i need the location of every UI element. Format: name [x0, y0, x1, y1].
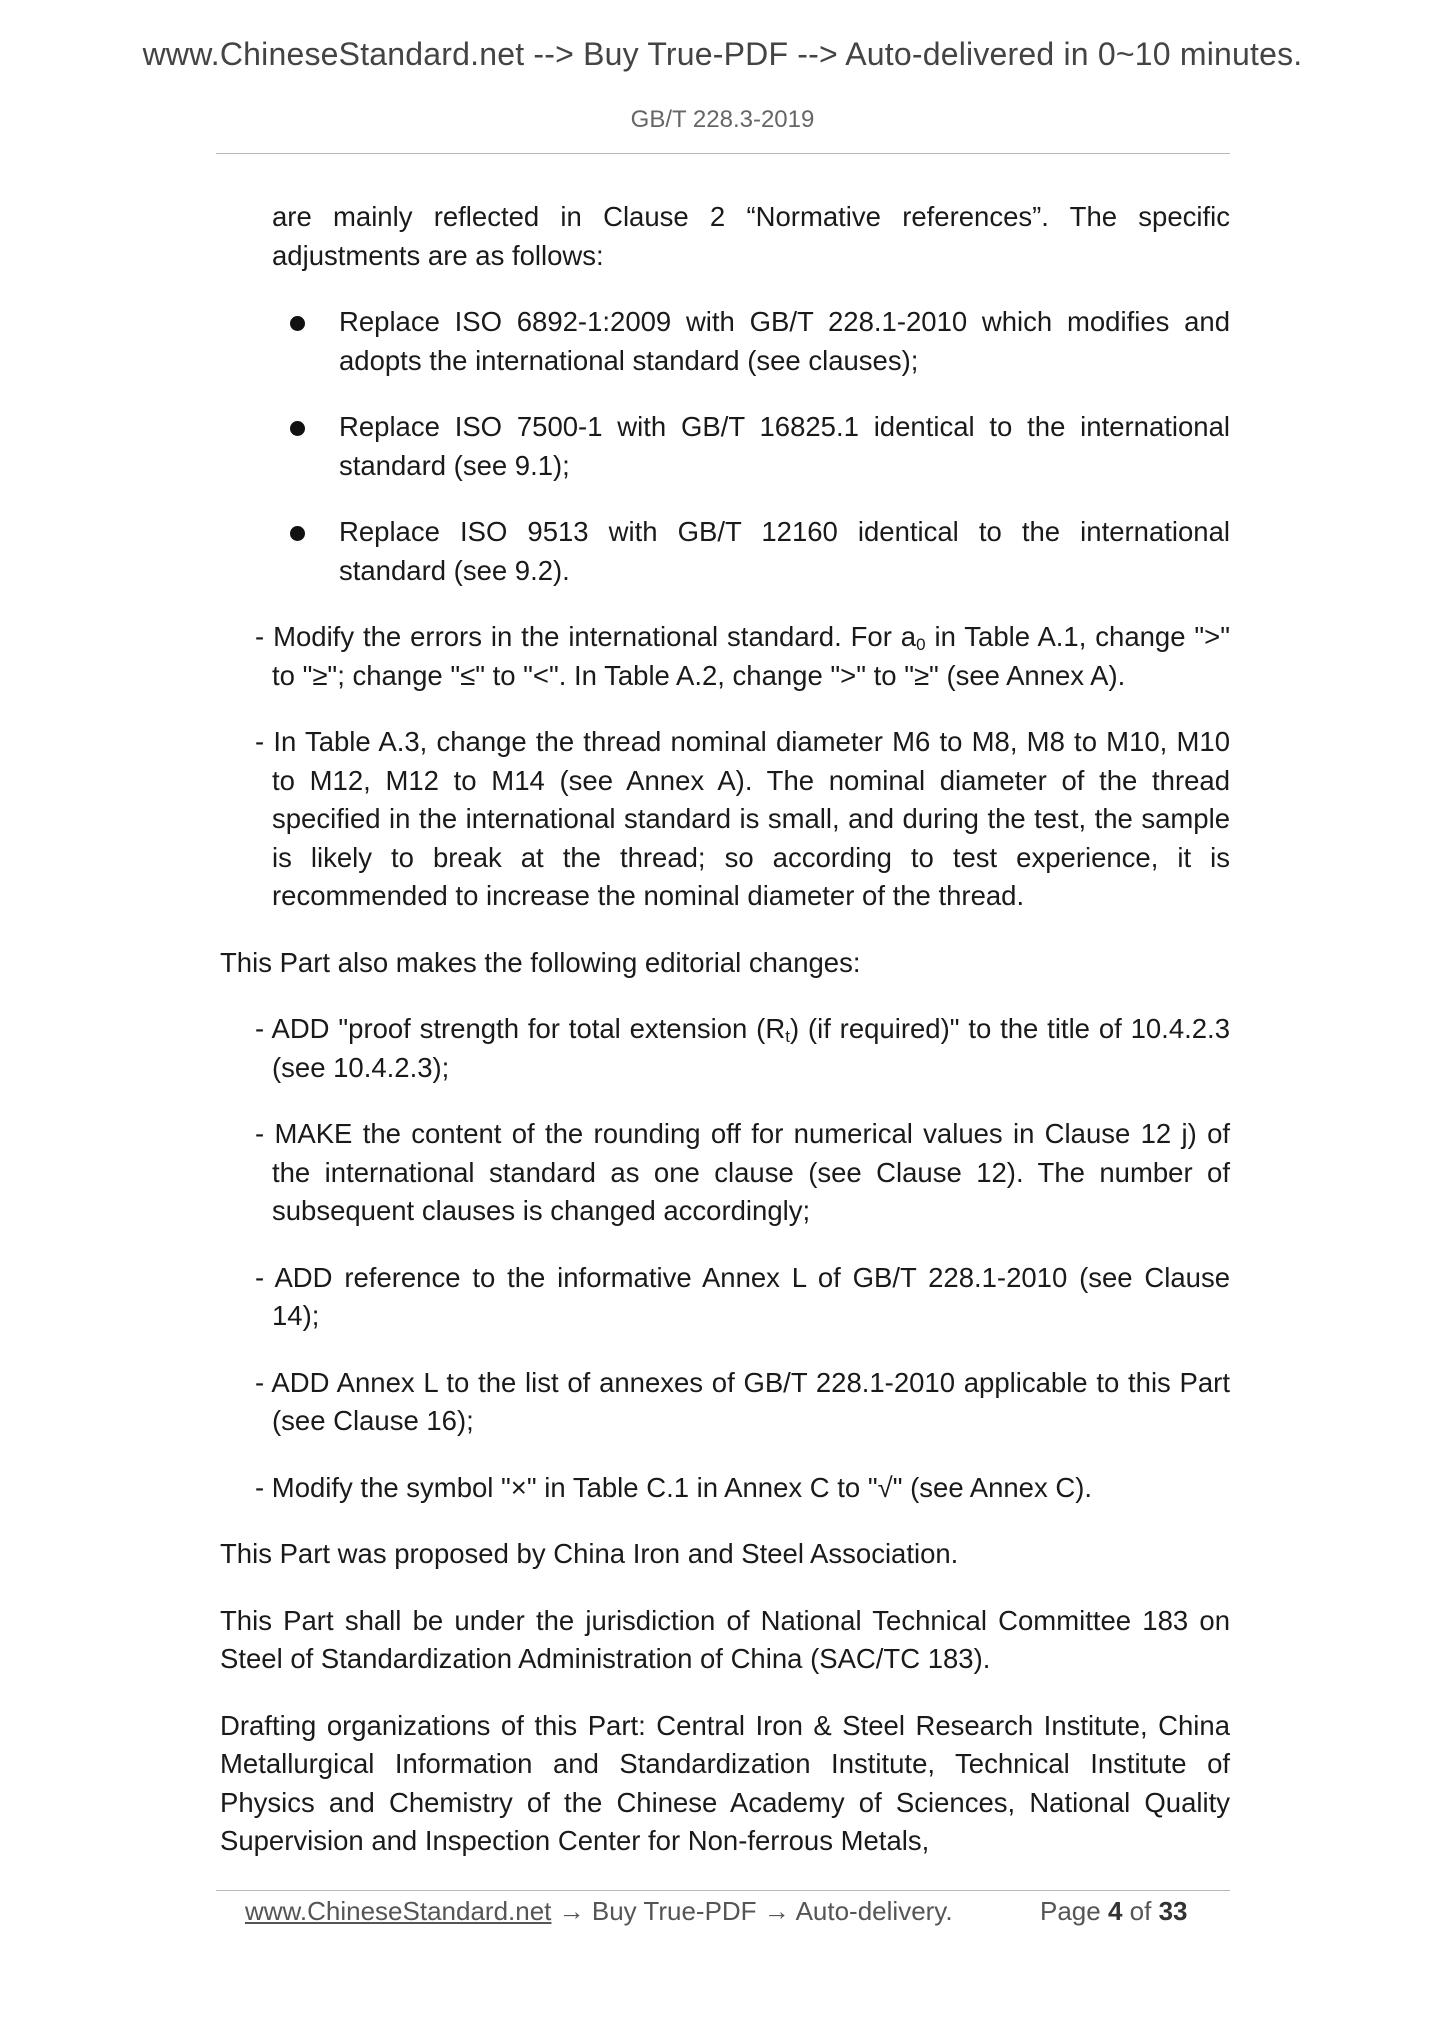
bullet-text: Replace ISO 6892-1:2009 with GB/T 228.1-2010 which modifies and adopts the international standard (see clauses); — [339, 306, 1230, 376]
document-body — [220, 198, 1230, 1889]
jurisdiction-paragraph: This Part shall be under the jurisdiction of National Technical Committee 183 on Steel of Standardization Administration of China (SAC/TC 183). — [220, 1604, 1230, 1674]
header-banner: www.ChineseStandard.net --> Buy True-PDF --> Auto-delivered in 0~10 minutes. — [142, 36, 1303, 72]
editorial-intro: This Part also makes the following editorial changes: — [220, 946, 861, 978]
footer-promo — [245, 1896, 953, 1927]
total-pages: 33 — [1158, 1896, 1188, 1926]
bullet-dot-icon — [290, 421, 305, 436]
add-proof-paragraph — [220, 1010, 1230, 1087]
editorial-item: - MAKE the content of the rounding off for numerical values in Clause 12 j) of the international standard as one clause (see Clause 12). The number of subsequent clauses is changed accordingly; — [255, 1118, 1230, 1226]
bullet-dot-icon — [290, 526, 305, 541]
bullet-text: Replace ISO 7500-1 with GB/T 16825.1 identical to the international standard (see 9.1); — [339, 411, 1230, 481]
bullet-item — [220, 408, 1230, 485]
modify-errors-subscript: 0 — [916, 635, 926, 654]
proposed-paragraph: This Part was proposed by China Iron and Steel Association. — [220, 1538, 959, 1569]
header-divider — [216, 153, 1230, 154]
footer-divider — [216, 1890, 1230, 1891]
page-label: Page — [1040, 1896, 1108, 1926]
footer-promo-text: → Buy True-PDF → Auto-delivery. — [551, 1896, 953, 1926]
modify-errors-paragraph — [220, 618, 1230, 695]
page-indicator — [1040, 1896, 1187, 1927]
intro-paragraph: are mainly reflected in Clause 2 “Normative references”. The specific adjustments are as follows: — [272, 201, 1230, 271]
editorial-item: - ADD reference to the informative Annex L of GB/T 228.1-2010 (see Clause 14); — [255, 1261, 1230, 1331]
add-proof-text-2: ) (if required)" to the title of 10.4.2.3 (see 10.4.2.3); — [272, 1013, 1230, 1083]
editorial-item: - Modify the symbol "×" in Table C.1 in Annex C to "√" (see Annex C). — [255, 1471, 1093, 1503]
add-proof-text-1: - ADD "proof strength for total extension (R — [255, 1013, 786, 1044]
editorial-item: - ADD Annex L to the list of annexes of GB/T 228.1-2010 applicable to this Part (see Clause 16); — [255, 1366, 1230, 1436]
page-footer — [245, 1896, 1230, 1944]
add-proof-subscript: t — [785, 1027, 790, 1046]
modify-errors-text-2: in Table A.1, change ">" to "≥"; change "≤" to "<". In Table A.2, change ">" to "≥" (see Annex A). — [272, 621, 1230, 691]
bullet-text: Replace ISO 9513 with GB/T 12160 identical to the international standard (see 9.2). — [339, 516, 1230, 586]
table-a3-paragraph: - In Table A.3, change the thread nominal diameter M6 to M8, M8 to M10, M10 to M12, M12 to M14 (see Annex A). The nominal diameter of the thread specified in the international standard is small, and during the test, the sample is likely to break at the thread; so according to test experience, it is recommended to increase the nominal diameter of the thread. — [255, 726, 1230, 911]
modify-errors-text-1: - Modify the errors in the international standard. For a — [255, 621, 917, 652]
footer-site-link[interactable]: www.ChineseStandard.net — [245, 1896, 552, 1926]
bullet-dot-icon — [290, 316, 305, 331]
of-label: of — [1122, 1896, 1159, 1926]
page-number: 4 — [1107, 1896, 1123, 1926]
bullet-item — [220, 513, 1230, 590]
standard-number: GB/T 228.3-2019 — [630, 106, 815, 133]
bullet-item — [220, 303, 1230, 380]
drafting-paragraph: Drafting organizations of this Part: Central Iron & Steel Research Institute, China Metallurgical Information and Standardization Institute, Technical Institute of Physics and Chemistry of the Chinese Academy of Sciences, National Quality Supervision and Inspection Center for Non-ferrous Metals, — [220, 1709, 1230, 1856]
